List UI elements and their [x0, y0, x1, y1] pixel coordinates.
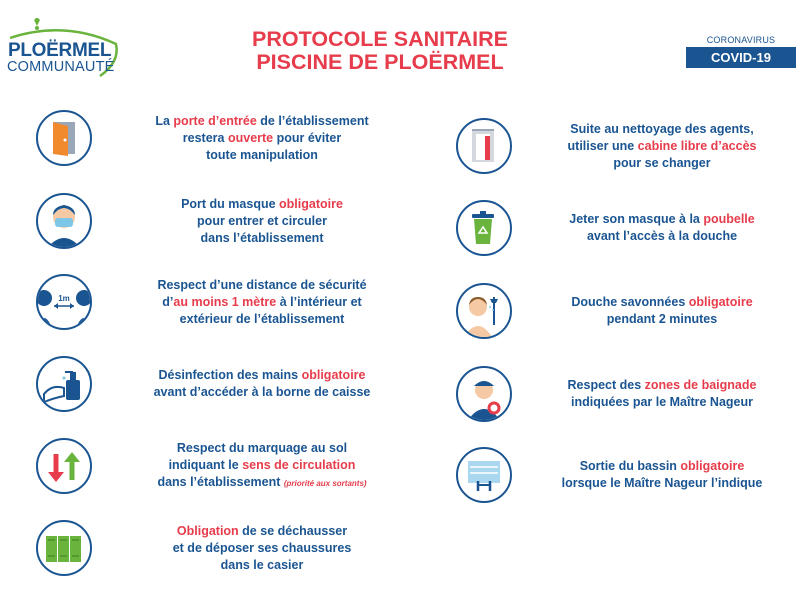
shower-person-icon	[456, 283, 512, 339]
rule-note: (priorité aux sortants)	[283, 479, 367, 488]
logo-sub-text: COMMUNAUTÉ	[7, 59, 115, 75]
rule-fragment: Suite au nettoyage des agents,	[570, 121, 754, 136]
rule-fragment: indiquées par le Maître Nageur	[571, 395, 753, 409]
rule-fragment: dans le casier	[220, 557, 304, 572]
logo-main-text: PLOËRMEL	[8, 40, 112, 61]
rule-fragment: dans l’établissement	[157, 475, 284, 489]
trash-bin-icon	[456, 200, 512, 256]
lifeguard-icon	[456, 366, 512, 422]
rule-fragment: Respect du marquage au sol	[176, 441, 348, 455]
rule-highlight: obligatoire	[688, 295, 753, 309]
rule-fragment: pour entrer et circuler	[197, 213, 327, 228]
rule-fragment: dans l’établissement	[200, 230, 324, 245]
rule-highlight: obligatoire	[279, 196, 343, 211]
rule-item-distance	[36, 274, 412, 330]
rule-text	[112, 113, 412, 164]
logo	[4, 18, 122, 80]
badge-top-text: CORONAVIRUS	[706, 35, 776, 45]
rule-fragment: pour éviter	[273, 130, 342, 145]
rule-item-shower	[456, 283, 792, 339]
page-title	[200, 28, 560, 74]
badge-main-text: COVID-19	[686, 47, 796, 68]
title-line-1: PROTOCOLE SANITAIRE	[251, 27, 509, 51]
rule-fragment: extérieur de l’établissement	[179, 311, 345, 326]
rule-item-mask	[36, 193, 412, 249]
rule-text	[532, 377, 792, 411]
lockers-icon	[36, 520, 92, 576]
rule-item-door	[36, 110, 412, 166]
rule-text	[532, 211, 792, 245]
rule-item-lifeguard	[456, 366, 792, 422]
rule-text	[112, 367, 412, 401]
rule-fragment: indiquant le	[168, 458, 243, 472]
circulation-arrows-icon	[36, 438, 92, 494]
rule-fragment: de l’établissement	[256, 113, 369, 128]
rule-highlight: poubelle	[703, 212, 755, 226]
rule-highlight: au moins 1 mètre	[173, 294, 277, 309]
rule-text	[112, 277, 412, 328]
rule-highlight: sens de circulation	[242, 458, 356, 472]
rule-fragment: Port du masque	[181, 196, 280, 211]
rule-fragment: pour se changer	[613, 155, 711, 170]
rule-highlight: porte d’entrée	[173, 113, 257, 128]
title-line-2: PISCINE DE PLOËRMEL	[256, 50, 504, 74]
mask-person-icon	[36, 193, 92, 249]
rule-highlight: obligatoire	[680, 459, 745, 473]
rule-text	[532, 294, 792, 328]
rule-highlight: Obligation	[176, 523, 239, 538]
changing-cabin-icon	[456, 118, 512, 174]
covid-badge	[686, 35, 796, 68]
rule-text	[112, 440, 412, 492]
rule-fragment: toute manipulation	[206, 147, 318, 162]
hand-sanitizer-icon	[36, 356, 92, 412]
rule-item-hands	[36, 356, 412, 412]
rule-highlight: ouverte	[227, 130, 274, 145]
pool-ladder-icon	[456, 447, 512, 503]
rule-highlight: zones de baignade	[644, 378, 757, 392]
rule-text	[112, 523, 412, 574]
rule-fragment: d’	[162, 294, 174, 309]
rule-item-cabin	[456, 118, 792, 174]
rule-highlight: cabine libre d’accès	[637, 138, 757, 153]
rule-item-pool-exit	[456, 447, 792, 503]
rule-fragment: La	[155, 113, 174, 128]
rule-fragment: Désinfection des mains	[158, 368, 302, 382]
rule-fragment: de se déchausser	[238, 523, 348, 538]
rule-fragment: utiliser une	[567, 138, 638, 153]
rule-fragment: Sortie du bassin	[579, 459, 681, 473]
rule-fragment: pendant 2 minutes	[606, 312, 718, 326]
rule-fragment: lorsque le Maître Nageur l’indique	[561, 476, 763, 490]
rule-fragment: avant d’accéder à la borne de caisse	[153, 385, 371, 399]
door-icon	[36, 110, 92, 166]
rule-fragment: à l’intérieur et	[276, 294, 362, 309]
rule-item-bin	[456, 200, 792, 256]
rule-highlight: obligatoire	[301, 368, 366, 382]
rule-item-circulation	[36, 438, 412, 494]
rule-text	[112, 196, 412, 247]
rule-item-shoes	[36, 520, 412, 576]
rule-fragment: restera	[182, 130, 228, 145]
rule-text	[532, 121, 792, 172]
rule-fragment: Douche savonnées	[571, 295, 689, 309]
rule-fragment: Respect des	[567, 378, 645, 392]
rule-fragment: Jeter son masque à la	[569, 212, 704, 226]
rule-fragment: Respect d’une distance de sécurité	[157, 277, 367, 292]
rule-fragment: avant l’accès à la douche	[586, 229, 738, 243]
rule-fragment: et de déposer ses chaussures	[172, 540, 352, 555]
distance-icon	[36, 274, 92, 330]
distance-label: 1m	[58, 294, 70, 303]
rule-text	[532, 458, 792, 492]
